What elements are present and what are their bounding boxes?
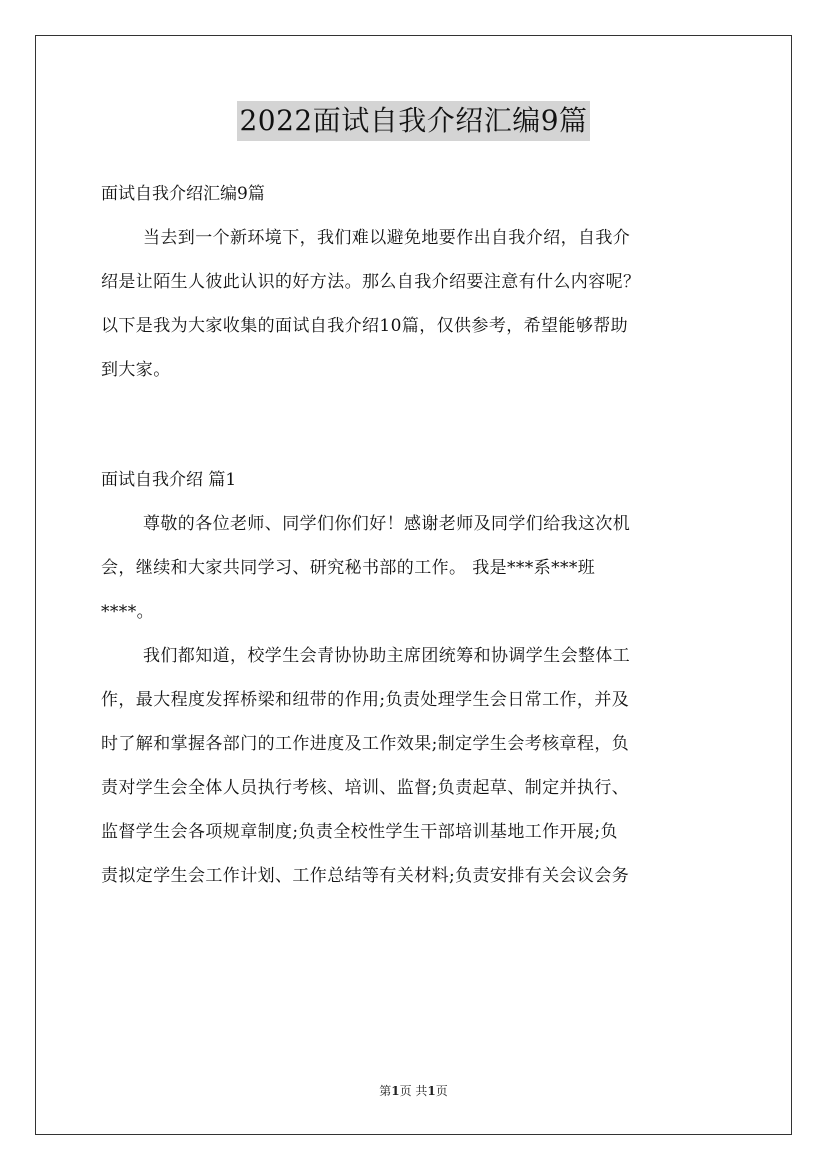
paragraph-line: 绍是让陌生人彼此认识的好方法。那么自我介绍要注意有什么内容呢？: [101, 272, 641, 292]
title-container: [0, 101, 827, 141]
paragraph-line: 时了解和掌握各部门的工作进度及工作效果;制定学生会考核章程，负: [101, 734, 630, 754]
section1-paragraph-2: [101, 634, 728, 898]
page-number-mid: 页 共: [399, 1084, 428, 1098]
paragraph-line: 会，继续和大家共同学习、研究秘书部的工作。 我是***系***班: [101, 558, 596, 578]
paragraph-line: 以下是我为大家收集的面试自我介绍10篇，仅供参考，希望能够帮助: [101, 316, 629, 336]
paragraph-line: 作，最大程度发挥桥梁和纽带的作用;负责处理学生会日常工作，并及: [101, 690, 630, 710]
section-heading: 面试自我介绍 篇1: [101, 470, 237, 490]
paragraph-line: 到大家。: [101, 360, 171, 380]
paragraph-line: 责对学生会全体人员执行考核、培训、监督;负责起草、制定并执行、: [101, 778, 630, 798]
intro-paragraph: [101, 216, 728, 392]
section-spacer: [101, 392, 728, 458]
document-title: 2022面试自我介绍汇编9篇: [237, 101, 589, 141]
paragraph-line: 责拟定学生会工作计划、工作总结等有关材料;负责安排有关会议会务: [101, 866, 630, 886]
document-subtitle: 面试自我介绍汇编9篇: [101, 184, 265, 204]
page-number-current: 1: [391, 1084, 400, 1098]
paragraph-line: 尊敬的各位老师、同学们你们好！感谢老师及同学们给我这次机: [143, 514, 631, 534]
paragraph-line: 当去到一个新环境下，我们难以避免地要作出自我介绍，自我介: [143, 228, 631, 248]
document-body: [101, 172, 728, 898]
paragraph-line: 我们都知道，校学生会青协协助主席团统筹和协调学生会整体工: [143, 646, 631, 666]
page-number-suffix: 页: [435, 1084, 448, 1098]
page-footer: [0, 1083, 827, 1099]
page-number-total: 1: [427, 1084, 436, 1098]
section1-paragraph-1: [101, 502, 728, 634]
paragraph-line: ****。: [101, 602, 154, 622]
page-number-prefix: 第: [379, 1084, 392, 1098]
paragraph-line: 监督学生会各项规章制度;负责全校性学生干部培训基地工作开展;负: [101, 822, 618, 842]
